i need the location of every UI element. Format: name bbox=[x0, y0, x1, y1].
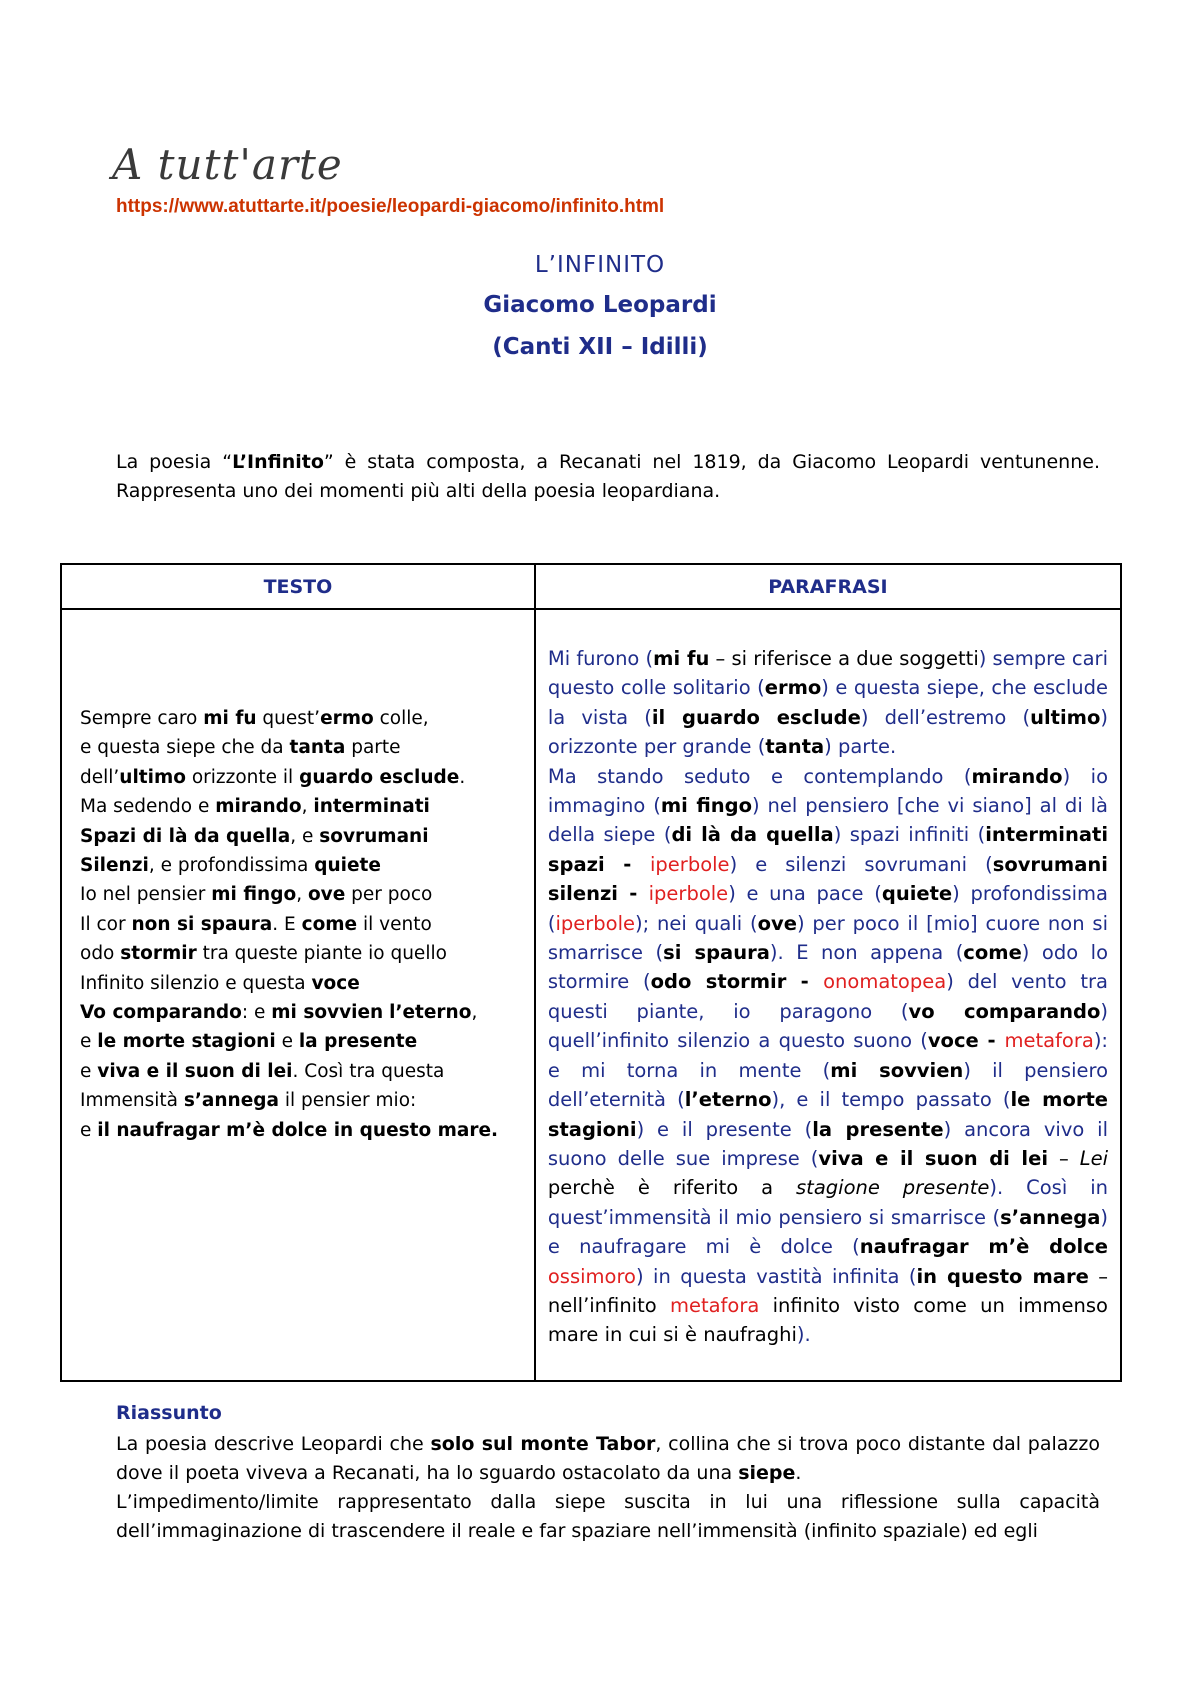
paraphrase-segment: ) e naufragare mi è dolce ( bbox=[547, 1205, 1108, 1259]
poem-line: Spazi di là da quella, e sovrumani bbox=[80, 825, 429, 847]
paraphrase-segment: ) per poco il [mio] cuore non si smarrisce ( bbox=[547, 911, 1108, 965]
paraphrase-segment: mi fu bbox=[653, 647, 710, 670]
poem-line: Io nel pensier mi fingo, ove per poco bbox=[80, 884, 433, 906]
paraphrase-segment: Lei bbox=[1079, 1146, 1108, 1170]
paraphrase-segment: mi fingo bbox=[660, 794, 753, 818]
poem-line: Sempre caro mi fu quest’ermo colle, bbox=[80, 708, 429, 729]
intro-paragraph bbox=[116, 448, 1100, 506]
paraphrase-segment: ) ancora vivo il suono delle sue imprese ( bbox=[547, 1117, 1108, 1170]
paraphrase-segment: ), e il tempo passato ( bbox=[771, 1088, 1011, 1112]
figure-of-speech-label: iperbole bbox=[648, 882, 729, 906]
figure-of-speech-label: ossimoro bbox=[547, 1264, 636, 1288]
summary-text: . bbox=[795, 1462, 802, 1484]
paraphrase-segment: infinito visto come un immenso mare in cui si è naufraghi bbox=[547, 1293, 1108, 1347]
paraphrase-segment: la presente bbox=[812, 1117, 944, 1141]
source-url-link[interactable]: https://www.atuttarte.it/poesie/leopardi-giacomo/infinito.html bbox=[116, 196, 665, 217]
poem-line: Infinito silenzio e questa voce bbox=[80, 972, 360, 994]
paraphrase-segment: ) nel pensiero [che vi siano] al di là della siepe ( bbox=[547, 794, 1108, 847]
table-header-row bbox=[61, 564, 1121, 609]
intro-text-a: La poesia “ bbox=[116, 451, 233, 473]
paraphrase-segment: ): e mi torna in mente ( bbox=[547, 1029, 1108, 1082]
paraphrase-segment: in questo mare bbox=[916, 1264, 1089, 1288]
paraphrase-segment: tanta bbox=[765, 735, 825, 759]
paraphrase-segment: – bbox=[1048, 1146, 1080, 1170]
paraphrase-segment: ) e una pace ( bbox=[728, 882, 882, 906]
paraphrase-segment: s’annega bbox=[1000, 1205, 1101, 1229]
paraphrase-segment: vo comparando bbox=[908, 999, 1101, 1023]
paraphrase-segment: quiete bbox=[881, 882, 953, 906]
paraphrase-segment: ermo bbox=[764, 676, 822, 700]
paraphrase-segment: ove bbox=[757, 911, 797, 935]
paraphrase-segment: si spaura bbox=[663, 941, 770, 965]
paraphrase-segment: ) e silenzi sovrumani ( bbox=[729, 852, 993, 876]
testo-cell bbox=[61, 609, 535, 1381]
paraphrase-text bbox=[536, 610, 1120, 1380]
parafrasi-cell bbox=[535, 609, 1121, 1381]
paraphrase-segment: ) dell’estremo ( bbox=[860, 705, 1031, 729]
poem-line: Vo comparando: e mi sovvien l’eterno, bbox=[80, 1002, 478, 1024]
intro-text-b: ” è stata composta, a Recanati nel 1819, da Giacomo Leopardi ventunenne. Rappresenta uno dei momenti più alti della poesia leopardiana. bbox=[116, 451, 1100, 502]
paraphrase-segment: – si riferisce a due soggetti bbox=[709, 647, 979, 670]
paraphrase-segment: ) in questa vastità infinita ( bbox=[636, 1264, 917, 1288]
summary-text: , collina che si trova poco distante dal palazzo dove il poeta viveva a Recanati, ha lo sguardo ostacolato da una bbox=[116, 1433, 1101, 1484]
intro-poem-name: L’Infinito bbox=[232, 451, 324, 473]
paraphrase-segment: ) del vento tra questi piante, io paragono ( bbox=[547, 970, 1108, 1023]
summary-emph: solo sul monte Tabor bbox=[430, 1433, 656, 1455]
paraphrase-segment: ) io immagino ( bbox=[547, 764, 1109, 818]
logo-text: A tutt'arte bbox=[112, 140, 343, 189]
poem-line: Silenzi, e profondissima quiete bbox=[80, 855, 381, 877]
summary-paragraph: L’impedimento/limite rappresentato dalla siepe suscita in lui una riflessione sulla capacità dell’immaginazione di trascendere il reale e far spaziare nell’immensità (infinito spaziale) ed egli bbox=[116, 1491, 1100, 1542]
paraphrase-segment: interminati spazi - bbox=[547, 823, 1109, 876]
poem-line: e le morte stagioni e la presente bbox=[80, 1031, 418, 1053]
paraphrase-segment: sovrumani silenzi - bbox=[547, 852, 1108, 906]
paraphrase-segment: – nell’infinito bbox=[547, 1264, 1109, 1317]
figure-of-speech-label: iperbole bbox=[650, 852, 730, 876]
paraphrase-segment: naufragar m’è dolce bbox=[859, 1235, 1108, 1259]
paraphrase-segment: stagione presente bbox=[796, 1176, 990, 1200]
paraphrase-segment: ultimo bbox=[1030, 705, 1101, 729]
summary-heading: Riassunto bbox=[116, 1402, 222, 1424]
summary-paragraph bbox=[116, 1430, 1100, 1488]
paraphrase-segment: ) odo lo stormire ( bbox=[547, 941, 1109, 994]
paraphrase-segment: le morte stagioni bbox=[547, 1088, 1109, 1141]
poem-line: e viva e il suon di lei. Così tra questa bbox=[80, 1060, 445, 1082]
paraphrase-segment: ) e questa siepe, che esclude la vista ( bbox=[547, 676, 1108, 729]
poem-collection: (Canti XII – Idilli) bbox=[492, 334, 708, 360]
poem-line: odo stormir tra queste piante io quello bbox=[80, 943, 447, 965]
figure-of-speech-label: metafora bbox=[1004, 1029, 1094, 1053]
table-body-row bbox=[61, 609, 1121, 1381]
summary-body bbox=[116, 1430, 1100, 1546]
paraphrase-segment: di là da quella bbox=[671, 823, 834, 847]
poem-author: Giacomo Leopardi bbox=[483, 292, 717, 318]
paraphrase-segment: Mi furono ( bbox=[547, 647, 654, 670]
poem-text bbox=[62, 610, 534, 1155]
summary-text: La poesia descrive Leopardi che bbox=[116, 1433, 431, 1455]
paraphrase-segment: voce - bbox=[927, 1029, 1005, 1053]
site-logo[interactable] bbox=[112, 140, 412, 200]
paraphrase-segment: ) orizzonte per grande ( bbox=[547, 705, 1108, 759]
figure-of-speech-label: iperbole bbox=[555, 911, 636, 935]
poem-line: Immensità s’annega il pensier mio: bbox=[80, 1090, 417, 1112]
column-header-testo: TESTO bbox=[61, 564, 535, 609]
paraphrase-segment: ) parte. bbox=[824, 735, 897, 759]
paraphrase-segment: ). bbox=[796, 1323, 811, 1347]
paraphrase-segment: ) quell’infinito silenzio a questo suono ( bbox=[547, 999, 1108, 1053]
paraphrase-segment: viva e il suon di lei bbox=[818, 1146, 1049, 1170]
poem-line: e il naufragar m’è dolce in questo mare. bbox=[80, 1119, 499, 1141]
paraphrase-segment: ) sempre cari questo colle solitario ( bbox=[547, 647, 1108, 700]
paraphrase-segment: ) profondissima ( bbox=[547, 882, 1108, 935]
poem-line: e questa siepe che da tanta parte bbox=[80, 737, 401, 759]
paraphrase-segment: ) spazi infiniti ( bbox=[833, 823, 986, 847]
summary-emph: siepe bbox=[738, 1462, 796, 1484]
column-header-parafrasi: PARAFRASI bbox=[535, 564, 1121, 609]
poem-line: Ma sedendo e mirando, interminati bbox=[80, 796, 430, 818]
figure-of-speech-label: metafora bbox=[669, 1293, 760, 1317]
paraphrase-segment: ). Così in quest’immensità il mio pensiero si smarrisce ( bbox=[547, 1176, 1109, 1229]
figure-of-speech-label: onomatopea bbox=[823, 970, 947, 994]
poem-title: L’INFINITO bbox=[534, 252, 666, 278]
poem-line: Il cor non si spaura. E come il vento bbox=[80, 913, 432, 935]
paraphrase-segment: ) il pensiero dell’eternità ( bbox=[547, 1058, 1109, 1112]
paraphrase-segment: perchè è riferito a bbox=[547, 1176, 797, 1200]
paraphrase-segment: come bbox=[963, 941, 1022, 965]
paraphrase-segment: Ma stando seduto e contemplando ( bbox=[547, 764, 972, 788]
paraphrase-segment: ). E non appena ( bbox=[769, 941, 964, 965]
poem-line: dell’ultimo orizzonte il guardo esclude. bbox=[80, 766, 466, 788]
paraphrase-segment: ) e il presente ( bbox=[636, 1117, 813, 1141]
paraphrase-segment: il guardo esclude bbox=[651, 705, 861, 729]
paraphrase-segment: ); nei quali ( bbox=[635, 911, 758, 935]
paraphrase-segment: odo stormir - bbox=[650, 970, 824, 994]
poem-table bbox=[60, 563, 1122, 1382]
paraphrase-segment: l’eterno bbox=[684, 1088, 772, 1112]
paraphrase-segment: mirando bbox=[971, 764, 1063, 788]
paraphrase-segment: mi sovvien bbox=[830, 1058, 964, 1082]
